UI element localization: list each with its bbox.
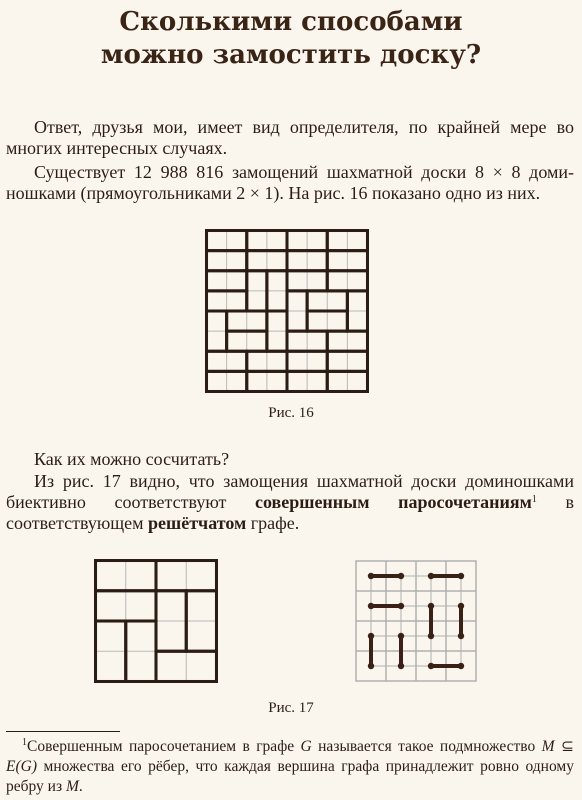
symbol-M-2: M [65, 778, 79, 795]
title-line-2: можно замостить доску? [100, 40, 482, 70]
graph-vertex [428, 573, 434, 579]
symbol-subset: ⊆ [554, 738, 574, 755]
footnote-reference[interactable]: 1 [531, 494, 537, 505]
graph-vertex [428, 633, 434, 639]
graph-vertex [428, 603, 434, 609]
graph-vertex [368, 603, 374, 609]
paragraph-answer-text: Ответ, друзья мои, имеет вид определителя, по крайней мере во многих интересных случаях. [6, 117, 574, 158]
paragraph-bijection-text-3: графе. [246, 513, 300, 533]
figure-17-caption: Рис. 17 [268, 700, 314, 716]
term-grid-graph: решётчатом [148, 513, 247, 533]
graph-vertex [458, 663, 464, 669]
paragraph-answer [6, 117, 574, 159]
graph-vertex [398, 573, 404, 579]
figure-16-domino-tiling [205, 229, 369, 393]
graph-vertex [398, 633, 404, 639]
footnote-mark: 1 [22, 737, 27, 748]
graph-vertex [458, 573, 464, 579]
graph-vertex [368, 633, 374, 639]
paragraph-bijection [6, 471, 574, 534]
figure-17-grid-graph-matching [354, 559, 478, 683]
footnote-divider [6, 731, 120, 732]
figure-16-caption: Рис. 16 [268, 405, 314, 421]
footnote-text-3: множества его рёбер, что каждая вершина графа принадлежит ровно одному ребру из [6, 758, 574, 795]
symbol-EG: E(G) [6, 758, 37, 775]
footnote-text-2: называется такое подмножество [311, 738, 542, 755]
paragraph-count [6, 162, 574, 204]
symbol-M: M [541, 738, 555, 755]
paragraph-bijection-text-1: Из рис. 17 видно, что замощения шахматной доски доминошками биективно соответствуют [6, 471, 574, 512]
graph-vertex [368, 663, 374, 669]
paragraph-count-text: Существует 12 988 816 замощений шахматной доски 8 × 8 доминошками (прямоугольниками 2 × 1). На рис. 16 показано одно из них. [6, 162, 574, 203]
graph-vertex [458, 633, 464, 639]
symbol-G: G [300, 738, 312, 755]
figure-17-domino-tiling [94, 559, 218, 683]
paragraph-bijection-text-2: в соответствующем [6, 492, 574, 533]
footnote-text-1: Совершенным паросочетанием в графе [27, 738, 301, 755]
graph-vertex [428, 663, 434, 669]
title-line-1: Сколькими способами [119, 7, 463, 37]
page-title [0, 6, 582, 72]
graph-vertex [458, 603, 464, 609]
graph-vertex [398, 603, 404, 609]
footnote-text-4: . [78, 778, 83, 795]
graph-vertex [368, 573, 374, 579]
paragraph-question [6, 449, 574, 470]
paragraph-question-text: Как их можно сосчитать? [34, 449, 230, 469]
footnote [6, 737, 574, 797]
graph-vertex [398, 663, 404, 669]
term-perfect-matching: совершенным паросочетаниям [254, 492, 532, 512]
